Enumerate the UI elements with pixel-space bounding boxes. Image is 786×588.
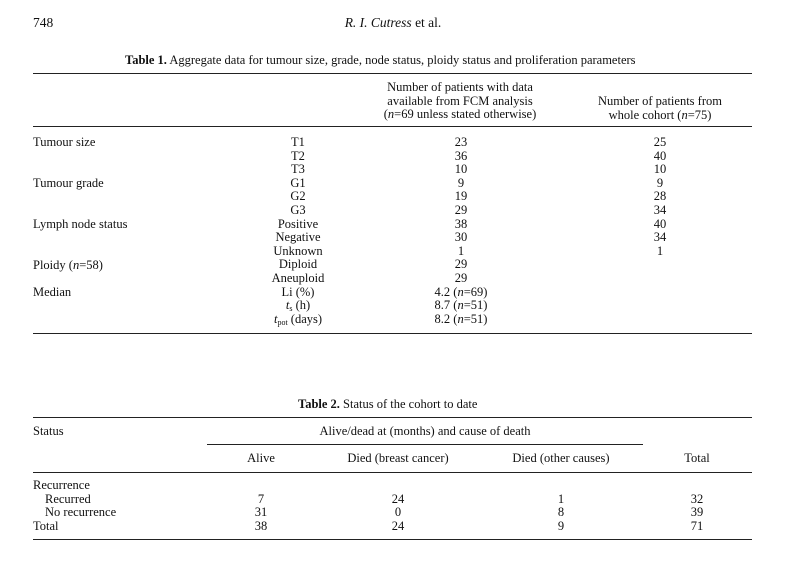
died-breast-value: 24 [391, 491, 405, 506]
table2-caption-text: Status of the cohort to date [339, 397, 478, 411]
table2-col-died-other: Died (other causes) [512, 451, 610, 465]
died-breast-value: 0 [394, 505, 402, 520]
fcm-value: 29 [454, 257, 468, 272]
alive-value: 7 [257, 491, 265, 506]
sub-t1: T1 [291, 135, 305, 149]
cohort-value: 40 [653, 216, 667, 231]
cohort-value: 28 [653, 189, 667, 204]
fcm-value: 4.2 (n=69) [434, 284, 488, 299]
table2-alive-column [231, 493, 291, 534]
table1-cohort-column [630, 136, 690, 258]
sub-g2: G2 [290, 189, 306, 204]
running-head-author: R. I. Cutress [344, 15, 412, 30]
total-value: 32 [690, 491, 704, 506]
sub-tpot: $t_{pot}$ (days) [273, 311, 323, 327]
fcm-value: 23 [454, 135, 468, 149]
table2-span-rule [207, 444, 643, 445]
died-breast-value: 24 [391, 518, 405, 533]
table2-span-header: Alive/dead at (months) and cause of death [319, 424, 531, 438]
sub-t3: T3 [291, 162, 305, 177]
table1-top-rule [33, 73, 752, 74]
fcm-value: 9 [457, 175, 465, 190]
sub-aneuploid: Aneuploid [271, 270, 325, 285]
sub-g3: G3 [290, 202, 306, 217]
sub-t2: T2 [291, 148, 305, 163]
table1-label: Table 1. [125, 53, 167, 67]
fcm-value: 38 [454, 216, 468, 231]
group-lymph-node-status: Lymph node status [33, 217, 128, 231]
row-label-no-recurrence: No recurrence [45, 505, 117, 520]
table1-header-cohort-line2: whole cohort (n=75) [608, 107, 712, 122]
fcm-value: 19 [454, 189, 468, 204]
died-other-value: 9 [557, 518, 565, 533]
table1-header-fcm-line1: Number of patients with data [387, 80, 533, 94]
cohort-value: 34 [653, 230, 667, 245]
fcm-value: 29 [454, 202, 468, 217]
table2-header-rule [33, 472, 752, 473]
table2-label: Table 2. [298, 397, 340, 411]
table2-row-labels [33, 479, 116, 533]
table1-bottom-rule [33, 333, 752, 334]
row-label-recurrence: Recurrence [33, 478, 90, 492]
table1-header-fcm [360, 81, 560, 122]
died-other-value: 8 [557, 505, 565, 520]
row-label-total: Total [33, 518, 59, 533]
alive-value: 31 [254, 505, 268, 520]
group-tumour-size: Tumour size [33, 135, 96, 149]
total-value: 71 [690, 518, 704, 533]
cohort-value: 25 [653, 135, 667, 149]
table1-header-rule [33, 126, 752, 127]
table2-col-alive: Alive [247, 451, 275, 465]
table2-died-breast-column [368, 493, 428, 534]
table2-top-rule [33, 417, 752, 418]
group-ploidy: Ploidy (n=58) [33, 258, 103, 272]
table2-col-total: Total [684, 451, 710, 465]
alive-value: 38 [254, 518, 268, 533]
sub-ts: $t_s$ (h) [285, 298, 311, 314]
table1-fcm-column [401, 136, 521, 326]
table2-total-column [667, 493, 727, 534]
cohort-value: 1 [656, 243, 664, 258]
row-label-recurred: Recurred [45, 491, 91, 506]
table1-header-fcm-line2: available from FCM analysis [387, 93, 533, 108]
table1-caption [125, 53, 636, 68]
cohort-value: 40 [653, 148, 667, 163]
table1-header-cohort [580, 95, 740, 122]
sub-diploid: Diploid [278, 257, 318, 272]
table1-header-fcm-line3: (n=69 unless stated otherwise) [383, 107, 537, 122]
table2-died-other-column [531, 493, 591, 534]
fcm-value: 36 [454, 148, 468, 163]
group-median: Median [33, 285, 72, 299]
running-head-suffix: et al. [411, 15, 442, 30]
fcm-value: 8.7 (n=51) [434, 298, 488, 313]
died-other-value: 1 [557, 491, 565, 506]
table2-col-died-breast: Died (breast cancer) [347, 451, 449, 465]
page-number: 748 [33, 15, 54, 30]
table2-bottom-rule [33, 539, 752, 540]
fcm-value: 1 [457, 243, 465, 258]
sub-negative: Negative [275, 230, 321, 245]
running-head [0, 15, 786, 31]
table1-caption-text: Aggregate data for tumour size, grade, node status, ploidy status and proliferation parameters [166, 53, 636, 67]
table1-subcategory-column [236, 136, 360, 326]
fcm-value: 30 [454, 230, 468, 245]
cohort-value: 9 [656, 175, 664, 190]
sub-unknown: Unknown [273, 243, 323, 258]
sub-g1: G1 [290, 175, 306, 190]
group-tumour-grade: Tumour grade [33, 176, 104, 190]
table2-status-header: Status [33, 424, 64, 438]
sub-li: Li (%) [281, 284, 315, 299]
table1-header-cohort-line1: Number of patients from [598, 94, 722, 108]
sub-positive: Positive [277, 216, 319, 231]
cohort-value: 34 [653, 202, 667, 217]
table2-caption [298, 397, 477, 412]
fcm-value: 10 [454, 162, 468, 177]
cohort-value: 10 [653, 162, 667, 177]
fcm-value: 8.2 (n=51) [434, 311, 488, 326]
total-value: 39 [690, 505, 704, 520]
fcm-value: 29 [454, 270, 468, 285]
